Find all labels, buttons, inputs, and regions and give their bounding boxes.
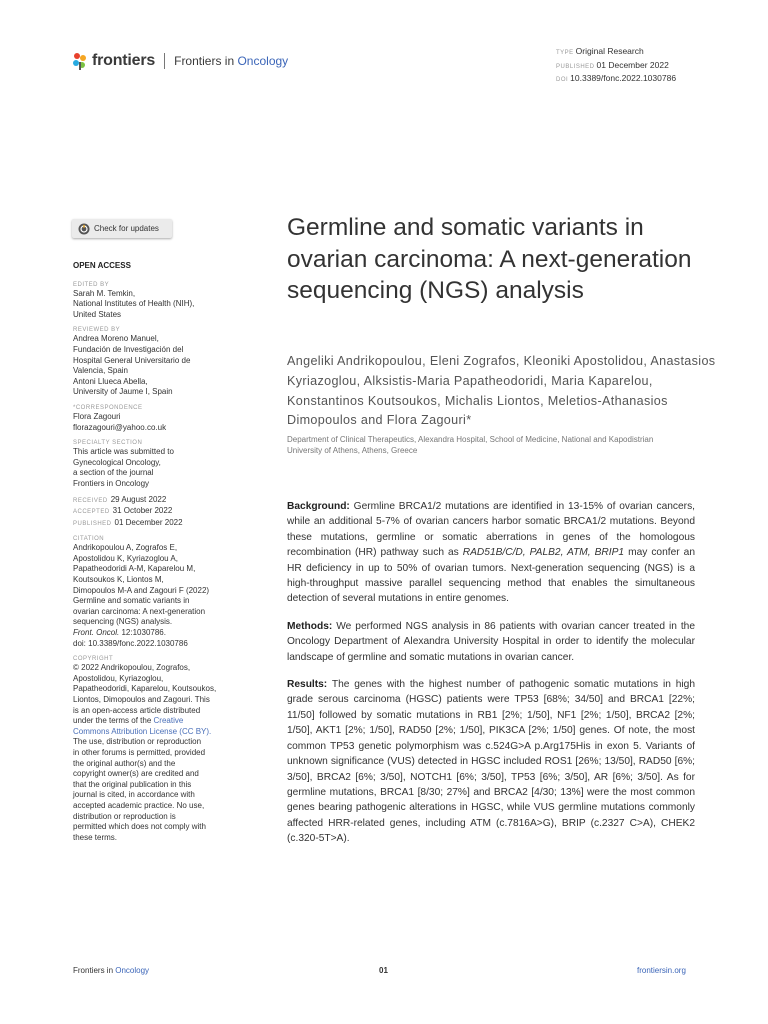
citation-line: ovarian carcinoma: A next-generation [73,606,206,616]
reviewer-line: Andrea Moreno Manuel, [73,334,159,344]
citation-label: CITATION [73,536,105,543]
footer-journal-name: Oncology [115,966,150,975]
copyright-line: is an open-access article distributed [73,705,201,715]
license-text-line: in other forums is permitted, provided [73,747,206,757]
date-received [73,495,238,507]
background-text: Germline BRCA1/2 mutations are identified in 13-15% of ovarian cancers, while an additional 5-7% of ovarian cancers harbor somatic BRCA1/2 mutations. Beyond these mutations, germline or somatic aberrations in genes of the homologous recombination (HR) pathway such as [287,501,695,559]
reviewer-line: University of Jaume I, Spain [73,387,173,397]
license-text-line: these terms. [73,832,118,842]
edited-by-label: EDITED BY [73,281,110,288]
citation-doi[interactable]: doi: 10.3389/fonc.2022.1030786 [73,638,188,648]
correspondence-block [73,412,238,433]
date-accepted-label: ACCEPTED [73,509,110,516]
journal-name[interactable] [174,54,288,68]
copyright-line: Papatheodoridi, Kaparelou, Koutsoukos, [73,684,217,694]
license-text-line: journal is cited, in accordance with [73,790,195,800]
reviewer-line: Fundación de Investigación del [73,344,184,354]
citation-line: Koutsoukos K, Liontos M, [73,575,164,585]
background-text: may confer an HR deficiency in up to 50% of ovarian tumors. Next-generation sequencing (NGS) is a high-throughput massive parallel sequencing method that enables the simultaneous detection of several mutations in entire genomes. [287,547,695,605]
author-list: Angeliki Andrikopoulou, Eleni Zografos, Kleoniki Apostolidou, Anastasios Kyriazoglou, Alksistis-Maria Papatheodoridi, Maria Kaparelou, Konstantinos Koutsoukos, Michalis Liontos, Meletios-Athanasios Dimopoulos and Flora Zagouri* [287,354,716,428]
reviewed-by-label: REVIEWED BY [73,327,121,334]
edited-by-block [73,289,238,321]
license-text-line: distribution or reproduction is [73,811,176,821]
copyright-line: Apostolidou, Kyriazoglou, [73,673,164,683]
date-accepted [73,506,238,518]
logo-wordmark: frontiers [92,52,156,69]
abstract-methods [287,619,695,665]
citation-volume: 12:1030786. [119,628,166,638]
abstract [287,499,695,859]
citation-journal: Front. Oncol. [73,628,120,638]
reviewer-line: Hospital General Universitario de [73,355,191,365]
background-genes: RAD51B/C/D, PALB2, ATM, BRIP1 [462,547,625,559]
license-prefix: under the terms of the [73,716,154,726]
citation-line: Andrikopoulou A, Zografos E, [73,543,178,553]
date-received-label: RECEIVED [73,497,108,504]
author-affiliation: Department of Clinical Therapeutics, Alexandra Hospital, School of Medicine, National and Kapodistrian University of Athens, Athens, Greece [287,435,654,455]
license-line [73,716,238,727]
citation-line: sequencing (NGS) analysis. [73,617,173,627]
page-number: 01 [379,966,388,975]
date-published-value: 01 December 2022 [114,517,183,527]
meta-published-value: 01 December 2022 [596,59,669,70]
meta-type-row [556,46,676,60]
open-access-label: OPEN ACCESS [73,261,131,270]
correspondent-email[interactable]: florazagouri@yahoo.co.uk [73,422,167,432]
meta-doi-label: DOI [556,77,569,83]
results-heading: Results: [287,679,328,691]
date-accepted-value: 31 October 2022 [112,506,173,516]
license-link[interactable]: Commons Attribution License (CC BY). [73,726,212,736]
citation-line: Papatheodoridi A-M, Kaparelou M, [73,564,196,574]
specialty-line: Frontiers in Oncology [73,478,150,488]
journal-name-accent: Oncology [237,54,289,68]
reviewer-line: Antoni Llueca Abella, [73,376,148,386]
copyright-line: © 2022 Andrikopoulou, Zografos, [73,663,191,673]
methods-text: We performed NGS analysis in 86 patients with ovarian cancer treated in the Oncology Department of Alexandra University Hospital in order to identify the molecular landscape of germline and somatic mutations in ovarian cancer. [287,620,695,663]
results-text: The genes with the highest number of pathogenic somatic mutations in high grade serous carcinoma (HGSC) patients were TP53 [68%; 34/50] and BRCA1 [22%; 11/50] followed by somatic mutations in RB1 [2%; 1/50], NF1 [2%; 1/50], BRCA2 [2%; 1/50], AKT1 [2%; 1/50], RAD50 [2%; 1/50], PIK3CA [2%; 1/50] genes. Of note, the most common TP53 genetic polymorphism was c.524G>A p.Arg175His in exon 5. Variants of unknown significance (VUS) detected in HGSC included ROS1 [26%; 13/50], RAD50 [6%; 3/50], BRCA2 [6%; 3/50], NOTCH1 [6%; 3/50], TP53 [6%; 3/50], AR [6%; 3/50]. As for germline mutations, BRCA1 [8/30; 27%] and BRCA2 [4/30; 13%] were the most common genes bearing pathogenic alterations in HGSC, while VUS germline mutations commonly affected HRR-related genes, including ATM (c.7816A>G), BRIP (c.2327 C>A), CHEK2 (c.320-5T>A). [287,679,695,845]
specialty-line: This article was submitted to [73,447,174,457]
article-title: Germline and somatic variants in ovarian carcinoma: A next-generation sequencing (NGS) analysis [287,214,692,304]
citation-journal-line [73,628,238,639]
update-icon [78,223,90,235]
abstract-results [287,677,695,846]
license-text-line: the original author(s) and the [73,758,176,768]
date-published-label: PUBLISHED [73,520,112,527]
license-text-line: accepted academic practice. No use, [73,800,205,810]
correspondent-name: Flora Zagouri [73,411,121,421]
abstract-background [287,499,695,607]
specialty-section-block [73,447,238,489]
meta-published-label: PUBLISHED [556,63,595,70]
editor-line: National Institutes of Health (NIH), [73,299,195,309]
frontiers-logo[interactable] [72,51,288,71]
citation-line: Apostolidou K, Kyriazoglou A, [73,553,178,563]
license-text-line: permitted which does not comply with [73,822,206,832]
footer-journal-prefix: Frontiers in [73,966,116,975]
meta-doi-row [556,73,676,87]
methods-heading: Methods: [287,620,333,632]
reviewer-line: Valencia, Spain [73,366,128,376]
footer-journal[interactable] [73,966,149,975]
footer-site-link[interactable]: frontiersin.org [637,966,686,975]
copyright-label: COPYRIGHT [73,656,114,663]
specialty-section-label: SPECIALTY SECTION [73,440,143,447]
journal-prefix: Frontiers in [174,54,238,68]
meta-type-label: TYPE [556,50,574,56]
meta-published-row [556,60,676,74]
logo-divider [164,53,165,69]
specialty-line: a section of the journal [73,468,154,478]
check-for-updates-button[interactable] [72,219,172,238]
editor-line: Sarah M. Temkin, [73,288,136,298]
editor-line: United States [73,309,122,319]
reviewed-by-block [73,334,238,398]
license-text-line: The use, distribution or reproduction [73,737,202,747]
specialty-line: Gynecological Oncology, [73,457,161,467]
date-received-value: 29 August 2022 [110,494,167,504]
frontiers-logo-icon [72,52,88,70]
meta-type-value: Original Research [575,46,644,56]
citation-line: Dimopoulos M-A and Zagouri F (2022) [73,585,210,595]
date-published [73,518,238,530]
citation-line: Germline and somatic variants in [73,596,190,606]
license-link[interactable]: Creative [153,716,184,726]
copyright-line: Liontos, Dimopoulos and Zagouri. This [73,695,210,704]
dates-block [73,495,238,530]
background-heading: Background: [287,501,350,512]
license-text-line: that the original publication in this [73,779,192,789]
license-text-line: copyright owner(s) are credited and [73,769,199,779]
copyright-block [73,663,238,843]
citation-block [73,543,238,649]
article-sidebar [73,261,238,843]
correspondence-label: *CORRESPONDENCE [73,404,143,411]
check-for-updates-label: Check for updates [94,224,159,233]
article-meta [556,46,676,87]
meta-doi-value[interactable]: 10.3389/fonc.2022.1030786 [570,73,677,83]
